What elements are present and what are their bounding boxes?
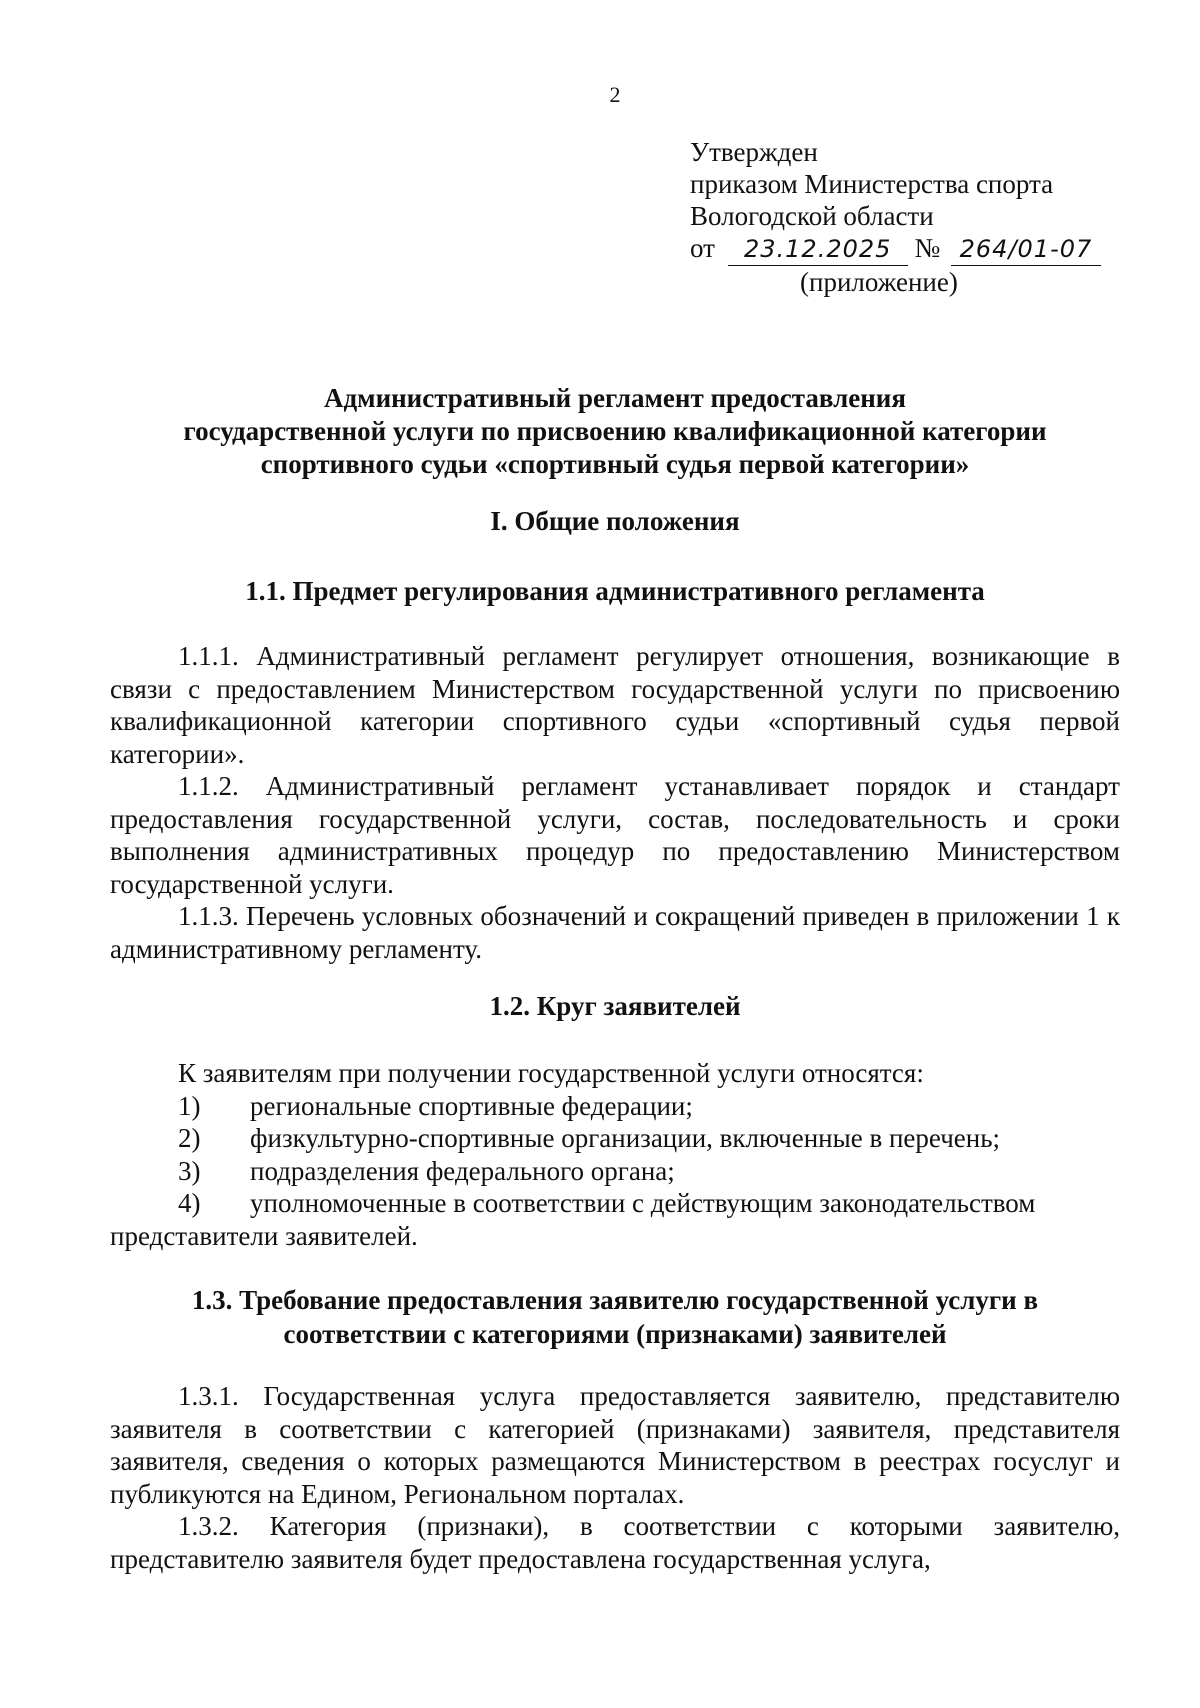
list-item-number: 2) [178, 1123, 201, 1153]
subsection-1-2-body [110, 1057, 1120, 1252]
list-item-number: 3) [178, 1155, 201, 1186]
list-item [110, 1090, 1120, 1123]
approval-line-3: Вологодской области [690, 201, 934, 231]
handwritten-number: 264/01-07 [951, 233, 1101, 266]
title-line-3: спортивного судьи «спортивный судья первой категории» [260, 449, 970, 479]
subsection-heading-1-2: 1.2. Круг заявителей [489, 991, 741, 1021]
list-item-number: 4) [178, 1188, 201, 1218]
heading-1-3-line-1: 1.3. Требование предоставления заявителю государственной услуги в [191, 1285, 1039, 1315]
list-item-text: физкультурно-спортивные организации, включенные в перечень; [250, 1123, 1001, 1153]
section-heading: I. Общие положения [490, 506, 740, 536]
subsection-heading-1-3 [110, 1283, 1120, 1351]
appendix-note: (приложение) [800, 267, 958, 297]
approval-line-2: приказом Министерства спорта [690, 169, 1054, 199]
number-prefix: № [914, 233, 941, 263]
paragraph-1-1-2: 1.1.2. Административный регламент устанавливает порядок и стандарт предоставления государственной услуги, состав, последовательность и сроки выполнения административных процедур по предоставлению Министерством государственной услуги. [110, 771, 1120, 899]
list-item-text: региональные спортивные федерации; [250, 1090, 693, 1121]
list-item-text: уполномоченные в соответствии с действующим законодательством [250, 1188, 1036, 1218]
handwritten-date: 23.12.2025 [728, 233, 908, 266]
approval-line-1: Утвержден [690, 137, 818, 167]
approval-stamp [690, 136, 1101, 298]
list-item-number: 1) [178, 1090, 201, 1121]
list-item [110, 1187, 1120, 1220]
list-item-continuation: представители заявителей. [110, 1220, 418, 1251]
paragraph-1-1-3: 1.1.3. Перечень условных обозначений и сокращений приведен в приложении 1 к административному регламенту. [110, 901, 1120, 964]
title-line-1: Административный регламент предоставления [324, 383, 906, 413]
paragraph-1-3-1: 1.3.1. Государственная услуга предоставляется заявителю, представителю заявителя в соответствии с категорией (признаками) заявителя, представителя заявителя, сведения о которых размещаются Министерством в реестрах госуслуг и публикуются на Едином, Региональном порталах. [110, 1381, 1120, 1509]
paragraph-1-3-2: 1.3.2. Категория (признаки), в соответствии с которыми заявителю, представителю заявителя будет предоставлена государственная услуга, [110, 1511, 1120, 1574]
heading-1-3-line-2: соответствии с категориями (признаками) заявителей [283, 1319, 947, 1349]
page-number: 2 [609, 82, 621, 107]
title-line-2: государственной услуги по присвоению квалификационной категории [183, 416, 1047, 446]
paragraph-1-1-1: 1.1.1. Административный регламент регулирует отношения, возникающие в связи с предоставлением Министерством государственной услуги по присвоению квалификационной категории спортивного судьи «спортивный судья первой категории». [110, 641, 1120, 769]
subsection-1-1-body [110, 640, 1120, 965]
list-item [110, 1155, 1120, 1188]
document-title [110, 382, 1120, 481]
list-item [110, 1122, 1120, 1155]
subsection-1-3-body [110, 1380, 1120, 1575]
list-item-text: подразделения федерального органа; [250, 1155, 675, 1186]
date-prefix: от [690, 233, 715, 263]
applicants-intro: К заявителям при получении государственной услуги относятся: [178, 1058, 924, 1088]
approval-date-line [690, 232, 1101, 266]
subsection-heading-1-1: 1.1. Предмет регулирования административного регламента [245, 576, 985, 606]
